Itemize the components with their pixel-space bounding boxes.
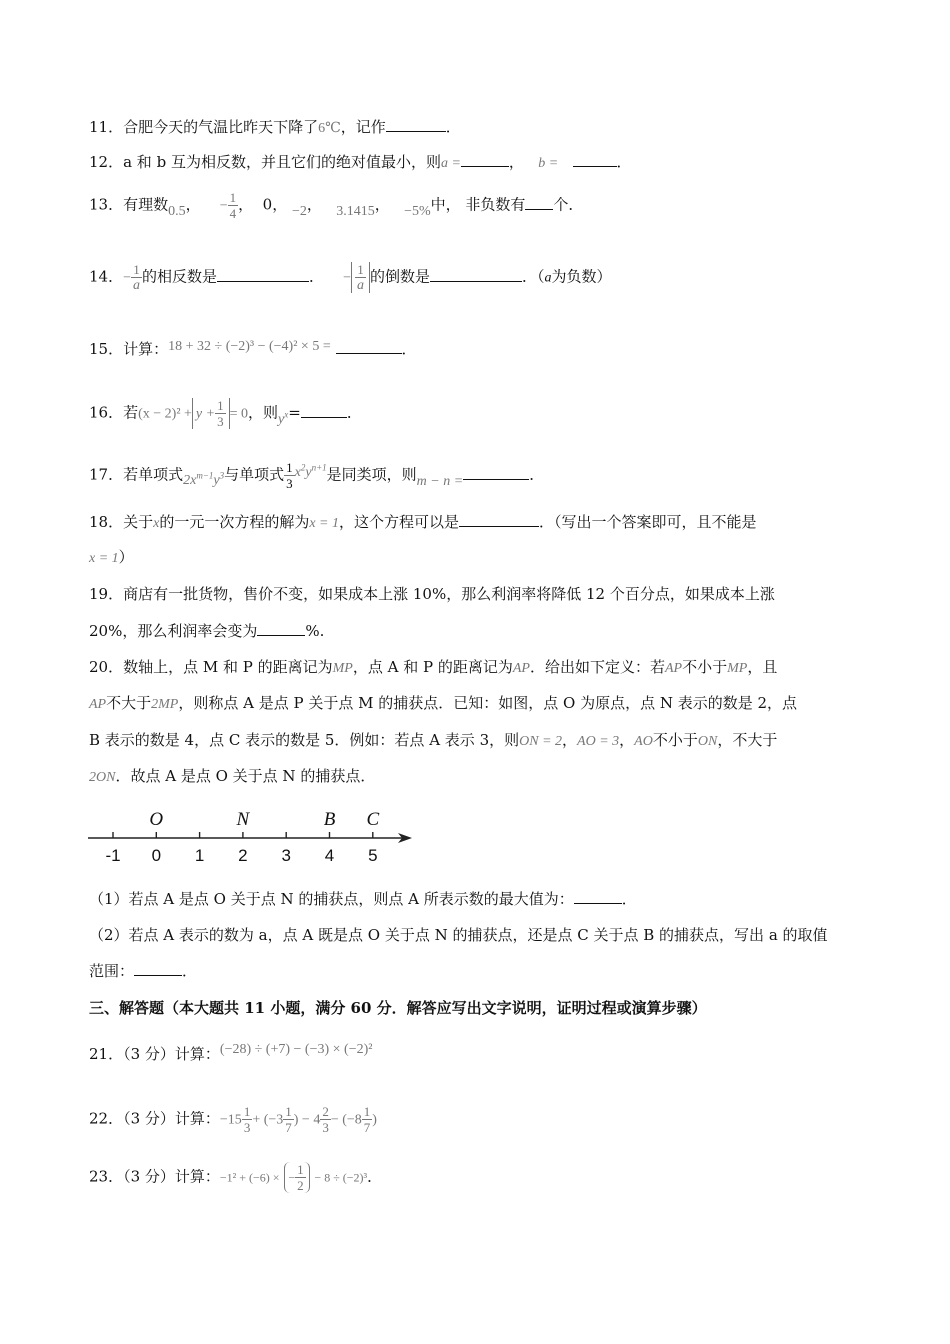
q-text: 的相反数是: [142, 267, 218, 286]
q-text: ．: [182, 962, 198, 980]
fraction: [320, 1104, 331, 1135]
tick-label-3: 3: [281, 846, 291, 865]
math-part: 2x: [183, 472, 197, 488]
q-number: 13．: [89, 195, 124, 214]
math-var: a: [544, 270, 552, 286]
answer-blank[interactable]: [459, 512, 539, 527]
math-value: 3.1415: [336, 203, 375, 219]
math-expr: (−28) ÷ (+7) − (−3) × (−2)²: [219, 1042, 373, 1057]
minus-sign: −: [343, 270, 352, 286]
math-value: 0: [262, 195, 273, 214]
fraction: [283, 1104, 294, 1135]
section-title: 三、解答题（本大题共 11 小题，满分 60 分．解答应写出文字说明，证明过程或演算步骤）: [89, 999, 707, 1017]
math-part: y: [213, 472, 220, 488]
q-text: 数轴上，点 M 和 P 的距离记为: [123, 658, 333, 676]
question-20-sub1: [89, 888, 637, 910]
q-number: 21．: [89, 1045, 124, 1063]
frac-num: 2: [322, 1104, 329, 1119]
q-text: 关于: [123, 513, 154, 531]
q-text: ，: [306, 195, 322, 214]
question-19: [89, 583, 775, 605]
frac-den: 3: [286, 476, 293, 492]
question-18: [89, 511, 757, 535]
q-text: ，则: [248, 403, 279, 422]
math-expr: MP: [727, 661, 748, 676]
question-21: [89, 1043, 372, 1067]
math-var: y: [278, 411, 285, 427]
math-expr: MP: [332, 661, 353, 676]
point-label-B: B: [323, 809, 336, 830]
answer-blank[interactable]: [336, 339, 402, 354]
math-expr: AO: [634, 734, 653, 749]
question-12: [89, 151, 632, 175]
bracket-group: [284, 1162, 309, 1193]
fraction: [131, 262, 142, 293]
question-11: [89, 116, 461, 140]
math-expr: 2ON: [89, 770, 116, 785]
math-expr: [183, 470, 225, 488]
math-expr: 18 + 32 ÷ (−2)³ − (−4)² × 5 =: [168, 339, 331, 354]
fraction: [215, 398, 226, 429]
q-number: 18．: [89, 513, 124, 531]
math-value: −5%: [404, 203, 431, 219]
minus-sign: −: [219, 198, 228, 214]
math-expr: [278, 409, 289, 427]
question-20-sub2: [89, 924, 828, 946]
q-text: ．给出如下定义：若: [529, 658, 665, 676]
math-var: x: [153, 516, 160, 531]
fraction: [355, 262, 366, 293]
q-text: 的倒数是: [370, 267, 431, 286]
answer-blank[interactable]: [301, 403, 347, 418]
minus-sign: −: [288, 1170, 296, 1185]
q-text: （3 分）计算：: [123, 1109, 220, 1128]
q-text: ．: [445, 118, 461, 136]
q-text: 的一元一次方程的解为: [159, 513, 310, 531]
q-text: 计算：: [123, 340, 169, 358]
absolute-value: [192, 398, 230, 429]
q-text: ．: [346, 403, 362, 422]
frac-den: 3: [243, 1120, 251, 1135]
math-expr: x = 1: [309, 516, 340, 531]
superscript: 2: [300, 462, 306, 472]
question-20-line2: [89, 692, 797, 716]
q-number: 20．: [89, 658, 124, 676]
q-text: ．: [529, 465, 545, 484]
fraction: [295, 1162, 306, 1193]
frac-den: a: [357, 278, 365, 293]
question-16: [89, 398, 362, 429]
q-text: 为负数）: [551, 267, 612, 286]
math-part: − 8 ÷ (−2)³: [314, 1170, 368, 1185]
math-expr: 2MP: [151, 697, 179, 712]
q-text: 个．: [553, 195, 584, 214]
frac-den: 7: [363, 1120, 371, 1135]
question-14: [89, 262, 612, 293]
question-23: [89, 1162, 382, 1193]
q-text: ，这个方程可以是: [339, 513, 460, 531]
fraction: [228, 190, 239, 221]
frac-num: 1: [217, 398, 224, 414]
absolute-value: [351, 262, 370, 293]
answer-blank[interactable]: [134, 961, 182, 976]
math-part: y: [305, 464, 312, 480]
math-expr: b =: [538, 156, 559, 171]
q-text: ．（写出一个答案即可，且不能是: [539, 513, 757, 531]
q-text: 有理数: [123, 195, 169, 214]
point-label-O: O: [149, 809, 164, 830]
q-text: ．: [401, 340, 417, 358]
math-expr: (x − 2)² +: [138, 406, 192, 422]
math-expr: ON = 2: [519, 734, 563, 749]
frac-num: 1: [286, 460, 293, 476]
q-text: 不小于: [682, 658, 728, 676]
frac-num: 1: [357, 262, 364, 277]
q-text: ，点 A 和 P 的距离记为: [352, 658, 513, 676]
math-value: −2: [292, 203, 307, 219]
frac-num: 1: [243, 1104, 251, 1119]
q-number: 17．: [89, 465, 124, 484]
q-number: 22．: [89, 1109, 124, 1128]
math-expr: = 0: [229, 406, 248, 422]
q-text: ．故点 A 是点 O 关于点 N 的捕获点．: [115, 767, 376, 785]
q-text: 若: [123, 403, 139, 422]
answer-blank[interactable]: [430, 267, 522, 282]
q-text: （1）若点 A 是点 O 关于点 N 的捕获点，则点 A 所表示数的最大值为：: [89, 890, 574, 908]
q-text: 不大于: [106, 694, 152, 712]
q-number: 11．: [89, 118, 124, 136]
fraction: [284, 460, 295, 491]
math-part: + (−3: [252, 1112, 284, 1128]
question-13: [89, 190, 583, 221]
math-expr: a =: [440, 156, 461, 171]
q-number: 23．: [89, 1167, 124, 1186]
q-text: 20%，那么利润率会变为: [89, 622, 258, 640]
math-expr: AP: [89, 697, 107, 712]
q-text: ．: [621, 890, 637, 908]
q-text: 若单项式: [123, 465, 184, 484]
answer-blank[interactable]: [525, 195, 553, 210]
math-expr: 6℃: [318, 121, 341, 136]
answer-blank[interactable]: [461, 152, 509, 167]
q-text: ）: [118, 548, 134, 566]
frac-den: 4: [229, 206, 237, 221]
math-expr: [294, 462, 327, 480]
q-text: ．（: [522, 267, 545, 286]
math-value: 0.5: [168, 203, 186, 219]
section-3-heading: [89, 997, 707, 1019]
superscript: n+1: [311, 462, 327, 472]
math-expr: AP: [664, 661, 683, 676]
fraction: [362, 1104, 373, 1135]
q-text: 商店有一批货物，售价不变，如果成本上涨 10%，那么利润率将降低 12 个百分点，如果成本上涨: [123, 585, 775, 603]
math-expr: AO = 3: [577, 734, 620, 749]
q-number: 15．: [89, 340, 124, 358]
q-text: ，: [238, 195, 254, 214]
question-20: [89, 656, 777, 680]
frac-den: 3: [322, 1120, 329, 1135]
q-text: ，: [272, 195, 288, 214]
frac-num: 1: [229, 190, 237, 205]
question-18-cont: [89, 546, 134, 570]
q-text: 中， 非负数有: [430, 195, 526, 214]
math-part: ) − 4: [293, 1112, 321, 1128]
point-label-C: C: [366, 809, 380, 830]
q-text: ，且: [747, 658, 778, 676]
q-text: ，: [562, 731, 578, 749]
q-text: ，则称点 A 是点 P 关于点 M 的捕获点．已知：如图，点 O 为原点，点 N 表示的数是 2，点: [178, 694, 798, 712]
answer-blank[interactable]: [574, 889, 622, 904]
q-text: ，: [374, 195, 390, 214]
question-20-line4: [89, 765, 375, 789]
question-20-line3: [89, 729, 777, 753]
superscript: m−1: [196, 470, 214, 480]
math-part: ): [372, 1112, 377, 1128]
question-17: [89, 460, 544, 491]
q-text: ，: [619, 731, 635, 749]
math-part: − (−8: [330, 1112, 362, 1128]
frac-num: 1: [297, 1162, 304, 1177]
tick-label-2: 2: [238, 846, 248, 865]
frac-num: 1: [285, 1104, 292, 1119]
answer-blank[interactable]: [463, 465, 529, 480]
point-label-N: N: [236, 809, 250, 830]
math-expr: y +: [195, 406, 216, 422]
q-text: =: [288, 403, 301, 422]
q-text: 不小于: [652, 731, 698, 749]
q-text: （3 分）计算：: [123, 1167, 220, 1186]
q-number: 12．: [89, 153, 124, 171]
frac-num: 1: [133, 262, 140, 277]
question-15: [89, 338, 417, 362]
q-number: 19．: [89, 585, 124, 603]
q-text: 范围：: [89, 962, 135, 980]
q-text: ，: [185, 195, 201, 214]
q-text: ，记作: [340, 118, 386, 136]
answer-blank[interactable]: [386, 117, 446, 132]
frac-den: 7: [285, 1120, 292, 1135]
number-line-figure: [80, 800, 430, 870]
question-22: [89, 1104, 377, 1135]
tick-label-0: 0: [151, 846, 162, 865]
q-text: %.: [305, 622, 325, 640]
q-text: 是同类项，则: [326, 465, 417, 484]
tick-label-4: 4: [324, 846, 335, 865]
superscript: x: [284, 409, 289, 419]
question-19-cont: [89, 620, 324, 642]
q-text: a 和 b 互为相反数，并且它们的绝对值最小，则: [123, 153, 441, 171]
math-part: −1² + (−6) ×: [219, 1170, 280, 1185]
frac-den: 3: [217, 414, 224, 430]
q-text: ．: [616, 153, 632, 171]
answer-blank[interactable]: [217, 267, 309, 282]
frac-den: a: [133, 278, 140, 293]
math-expr: m − n =: [416, 473, 464, 489]
question-20-sub2-cont: [89, 960, 197, 982]
q-text: 合肥今天的气温比昨天下降了: [123, 118, 319, 136]
answer-blank[interactable]: [257, 621, 305, 636]
q-number: 14．: [89, 267, 124, 286]
minus-sign: −: [123, 270, 131, 286]
q-text: B 表示的数是 4，点 C 表示的数是 5．例如：若点 A 表示 3，则: [89, 731, 520, 749]
fraction: [242, 1104, 253, 1135]
frac-num: 1: [363, 1104, 371, 1119]
math-part: x: [294, 464, 301, 480]
tick-label--1: -1: [105, 846, 121, 865]
q-text: ，不大于: [717, 731, 778, 749]
math-part: −15: [219, 1112, 242, 1128]
tick-label-5: 5: [368, 846, 378, 865]
q-text: ，: [508, 153, 524, 171]
q-text: （2）若点 A 表示的数为 a，点 A 既是点 O 关于点 N 的捕获点，还是点 C 关于点 B 的捕获点，写出 a 的取值: [89, 926, 828, 944]
math-expr: ON: [697, 734, 718, 749]
q-number: 16．: [89, 403, 124, 422]
answer-blank[interactable]: [573, 152, 617, 167]
q-text: ．: [309, 267, 325, 286]
q-text: 与单项式: [224, 465, 285, 484]
math-expr: AP: [512, 661, 530, 676]
q-text: （3 分）计算：: [123, 1045, 220, 1063]
frac-den: 2: [297, 1178, 304, 1193]
q-text: ．: [367, 1167, 383, 1186]
math-expr: x = 1: [89, 551, 119, 566]
superscript: 3: [219, 470, 225, 480]
tick-label-1: 1: [194, 846, 205, 865]
